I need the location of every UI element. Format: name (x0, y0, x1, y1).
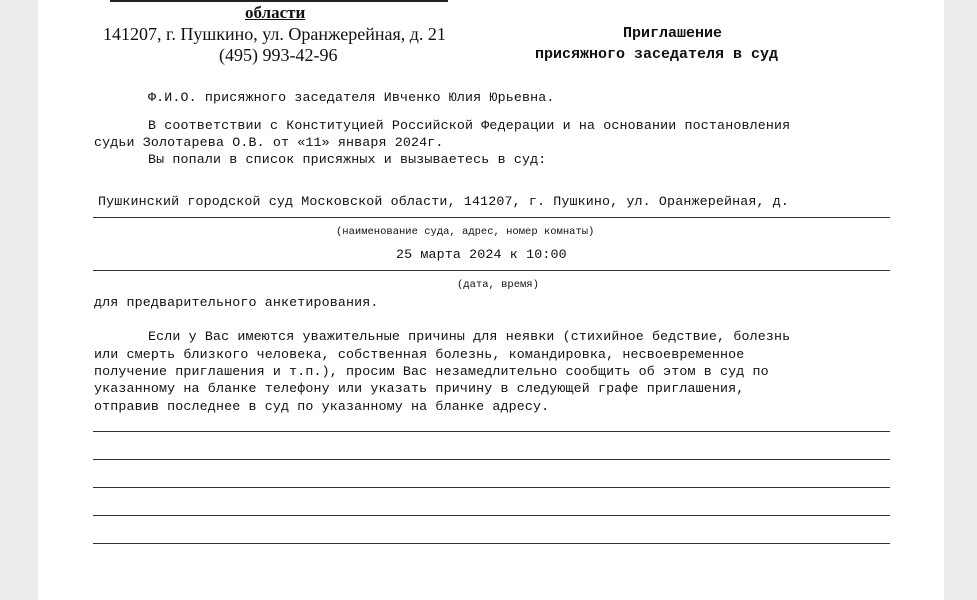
court-field-underline (93, 217, 890, 218)
excuse-line-5: отправив последнее в суд по указанному на бланке адресу. (94, 399, 550, 414)
purpose-line: для предварительного анкетирования. (94, 295, 379, 310)
basis-line-3: Вы попали в список присяжных и вызываетесь в суд: (148, 152, 547, 167)
juror-name-line: Ф.И.О. присяжного заседателя Ивченко Юлия Юрьевна. (148, 90, 555, 105)
court-field-value: Пушкинский городской суд Московской области, 141207, г. Пушкино, ул. Оранжерейная, д. (98, 194, 790, 209)
header-top-rule (110, 0, 448, 2)
reason-blank-line (93, 487, 890, 488)
excuse-line-4: указанному на бланке телефону или указать причину в следующей графе приглашения, (94, 381, 745, 396)
doc-title-line2: присяжного заседателя в суд (535, 46, 779, 63)
reason-blank-line (93, 515, 890, 516)
reason-blank-line (93, 459, 890, 460)
basis-line-1: В соответствии с Конституцией Российской Федерации и на основании постановления (148, 118, 791, 133)
court-region-line: области (245, 3, 306, 22)
date-field-caption: (дата, время) (457, 279, 539, 291)
excuse-line-1: Если у Вас имеются уважительные причины для неявки (стихийное бедствие, болезнь (148, 329, 791, 344)
excuse-line-3: получение приглашения и т.п.), просим Вас незамедлительно сообщить об этом в суд по (94, 364, 769, 379)
court-address: 141207, г. Пушкино, ул. Оранжерейная, д. 21 (103, 24, 446, 44)
court-field-caption: (наименование суда, адрес, номер комнаты) (336, 226, 595, 238)
reason-blank-line (93, 431, 890, 432)
court-phone: (495) 993-42-96 (219, 45, 338, 65)
excuse-line-2: или смерть близкого человека, собственная болезнь, командировка, несвоевременное (94, 347, 745, 362)
date-field-value: 25 марта 2024 к 10:00 (396, 247, 567, 262)
invitation-page (38, 0, 944, 600)
date-field-underline (93, 270, 890, 271)
reason-blank-line (93, 543, 890, 544)
doc-title-line1: Приглашение (623, 25, 723, 42)
basis-line-2: судьи Золотарева О.В. от «11» января 2024г. (94, 135, 444, 150)
